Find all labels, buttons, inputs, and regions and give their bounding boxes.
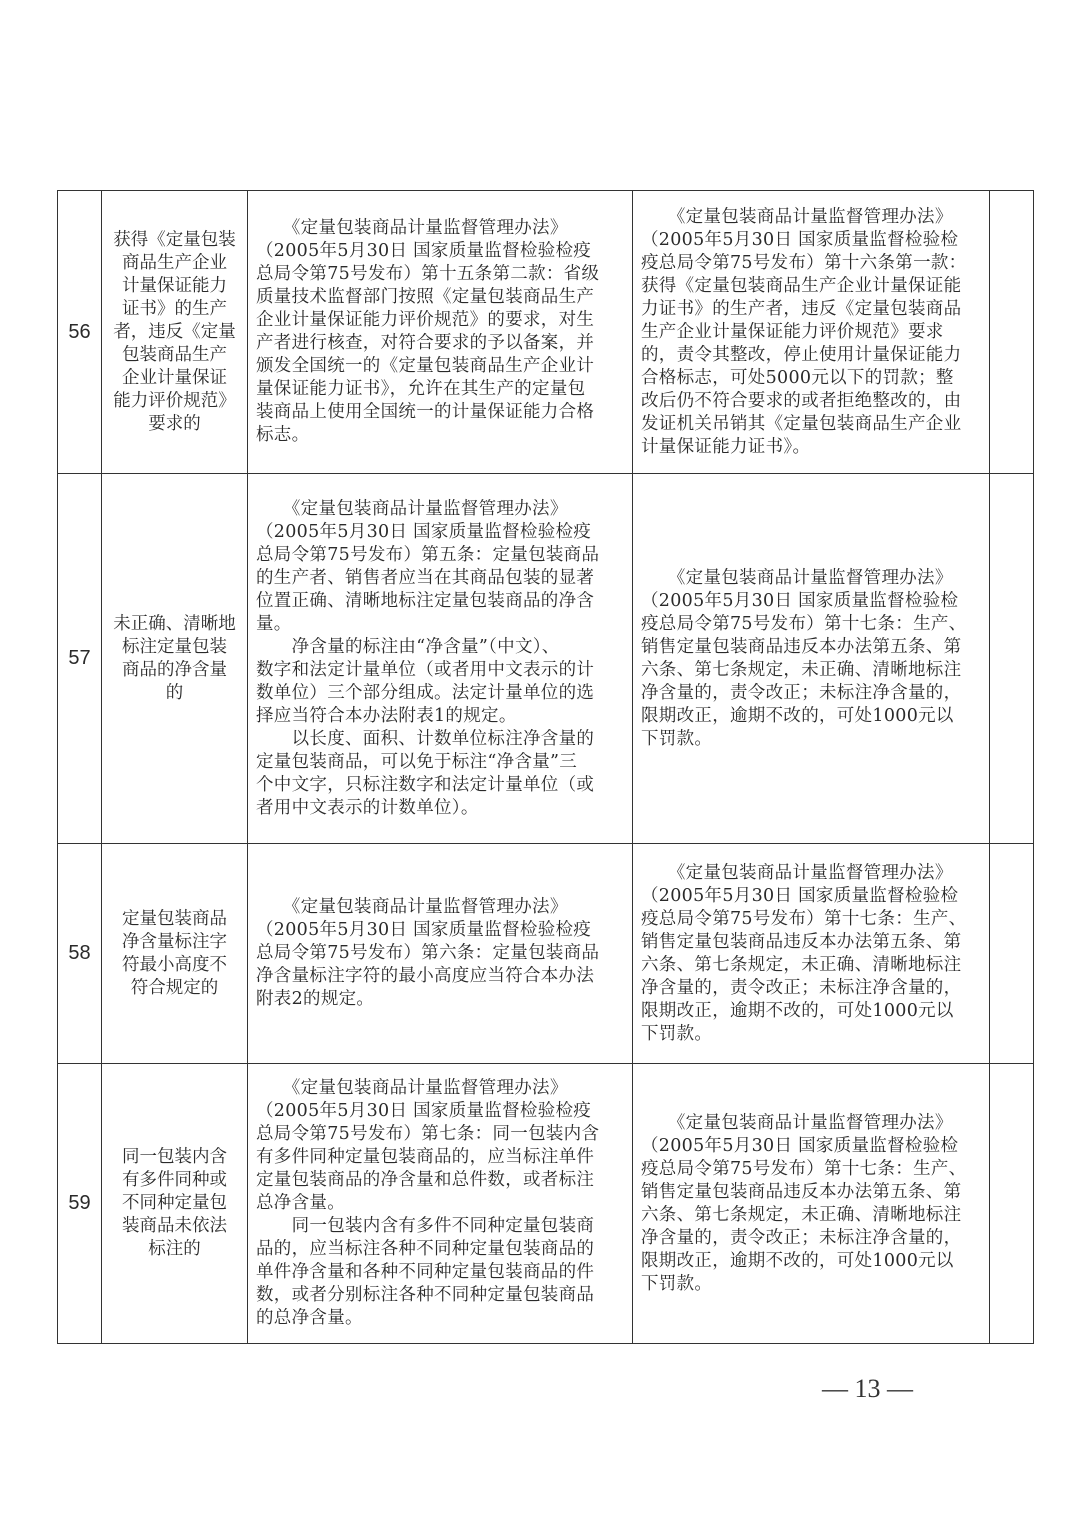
legal-basis: 《定量包装商品计量监督管理办法》 （2005年5月30日 国家质量监督检验检疫 总局令第75号发布）第五条：定量包装商品 的生产者、销售者应当在其商品包装的显著 位置正确、清晰地标注定量包装商品的净含 量。 净含量的标注由“净含量”（中文）、 数字和法定计量单位（或者用中文表示的计 数单位）三个部分组成。法定计量单位的选 择应当符合本办法附表1的规定。 以长度、面积、计数单位标注净含量的 定量包装商品，可以免于标注“净含量”三 个中文字，只标注数字和法定计量单位（或 者用中文表示的计数单位）。 — [248, 474, 633, 844]
violation-name: 定量包装商品 净含量标注字 符最小高度不 符合规定的 — [102, 844, 248, 1064]
table-row — [58, 191, 1034, 474]
legal-basis: 《定量包装商品计量监督管理办法》 （2005年5月30日 国家质量监督检验检疫 总局令第75号发布）第六条：定量包装商品 净含量标注字符的最小高度应当符合本办法 附表2的规定。 — [248, 844, 633, 1064]
row-number: 57 — [58, 474, 102, 844]
row-number: 56 — [58, 191, 102, 474]
remarks-cell — [990, 191, 1034, 474]
remarks-cell — [990, 844, 1034, 1064]
violation-name: 同一包装内含 有多件同种或 不同种定量包 装商品未依法 标注的 — [102, 1064, 248, 1344]
violation-name: 获得《定量包装 商品生产企业 计量保证能力 证书》的生产 者，违反《定量 包装商品生产 企业计量保证 能力评价规范》 要求的 — [102, 191, 248, 474]
table-row — [58, 474, 1034, 844]
penalty-basis: 《定量包装商品计量监督管理办法》 （2005年5月30日 国家质量监督检验检 疫总局令第75号发布）第十七条：生产、 销售定量包装商品违反本办法第五条、第 六条、第七条规定，未正确、清晰地标注 净含量的，责令改正；未标注净含量的， 限期改正，逾期不改的，可处1000元以 下罚款。 — [633, 844, 990, 1064]
legal-basis: 《定量包装商品计量监督管理办法》 （2005年5月30日 国家质量监督检验检疫 总局令第75号发布）第七条：同一包装内含 有多件同种定量包装商品的，应当标注单件 定量包装商品的净含量和总件数，或者标注 总净含量。 同一包装内含有多件不同种定量包装商 品的，应当标注各种不同种定量包装商品的 单件净含量和各种不同种定量包装商品的件 数，或者分别标注各种不同种定量包装商品 的总净含量。 — [248, 1064, 633, 1344]
page-number: — 13 — — [822, 1374, 913, 1403]
violation-name: 未正确、清晰地 标注定量包装 商品的净含量 的 — [102, 474, 248, 844]
penalty-basis: 《定量包装商品计量监督管理办法》 （2005年5月30日 国家质量监督检验检 疫总局令第75号发布）第十六条第一款： 获得《定量包装商品生产企业计量保证能 力证书》的生产者，违反《定量包装商品 生产企业计量保证能力评价规范》要求 的，责令其整改，停止使用计量保证能力 合格标志，可处5000元以下的罚款；整 改后仍不符合要求的或者拒绝整改的，由 发证机关吊销其《定量包装商品生产企业 计量保证能力证书》。 — [633, 191, 990, 474]
remarks-cell — [990, 1064, 1034, 1344]
row-number: 58 — [58, 844, 102, 1064]
remarks-cell — [990, 474, 1034, 844]
table-row — [58, 844, 1034, 1064]
penalty-basis: 《定量包装商品计量监督管理办法》 （2005年5月30日 国家质量监督检验检 疫总局令第75号发布）第十七条：生产、 销售定量包装商品违反本办法第五条、第 六条、第七条规定，未正确、清晰地标注 净含量的，责令改正；未标注净含量的， 限期改正，逾期不改的，可处1000元以 下罚款。 — [633, 1064, 990, 1344]
penalty-basis: 《定量包装商品计量监督管理办法》 （2005年5月30日 国家质量监督检验检 疫总局令第75号发布）第十七条：生产、 销售定量包装商品违反本办法第五条、第 六条、第七条规定，未正确、清晰地标注 净含量的，责令改正；未标注净含量的， 限期改正，逾期不改的，可处1000元以 下罚款。 — [633, 474, 990, 844]
table-row — [58, 1064, 1034, 1344]
legal-basis: 《定量包装商品计量监督管理办法》 （2005年5月30日 国家质量监督检验检疫 总局令第75号发布）第十五条第二款：省级 质量技术监督部门按照《定量包装商品生产 企业计量保证能力评价规范》的要求，对生 产者进行核查，对符合要求的予以备案，并 颁发全国统一的《定量包装商品生产企业计 量保证能力证书》，允许在其生产的定量包 装商品上使用全国统一的计量保证能力合格 标志。 — [248, 191, 633, 474]
regulation-table — [57, 190, 1034, 1344]
row-number: 59 — [58, 1064, 102, 1344]
